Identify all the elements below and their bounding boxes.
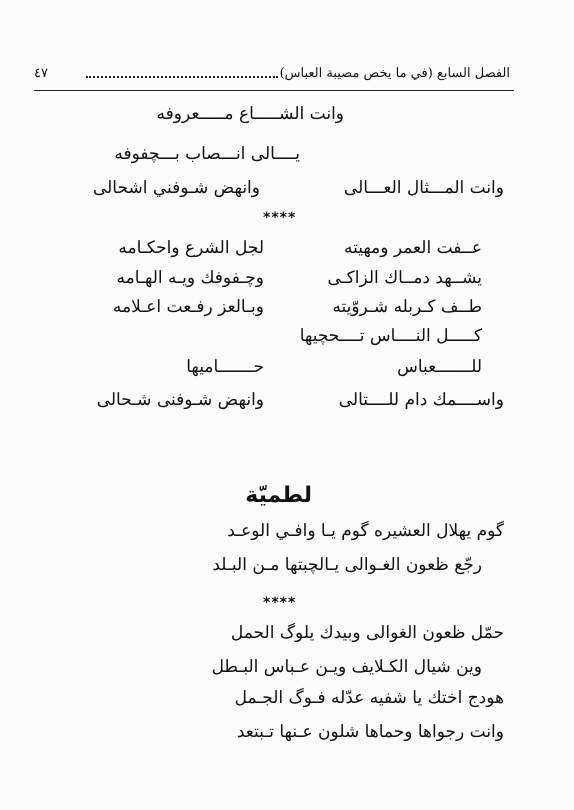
section-separator: **** [263, 595, 297, 611]
couplet-first: للـــــــعباس [397, 357, 482, 377]
couplet-second: حـــــــاميها [186, 357, 264, 377]
poem-line: هودج اختك يا شفيه عدّله فـوگ الجـمل [234, 688, 504, 708]
page-number: ٤٧ [34, 66, 48, 81]
couplet-second: وانهض شـوفنى شـحالى [96, 390, 264, 410]
couplet-second: لجل الشرع واحكـامه [118, 238, 264, 258]
poem-line: وانت الشـــــاع مـــــعروفه [156, 104, 344, 124]
poem-line: وانهض شـوفني اشحالى [92, 178, 260, 198]
running-header [34, 66, 510, 88]
chapter-title: الفصل السابع (في ما يخص مصيبة العباس) [279, 66, 510, 81]
poem-line: وانت المـــثال العـــالى [343, 178, 504, 198]
leader-dots [86, 76, 278, 78]
poem-line: وانت رجواها وحماها شلون عـنها تـبتعد [236, 722, 504, 742]
header-rule [34, 90, 514, 91]
poem-line: وين شيال الكـلايف ويـن عـباس البـطل [211, 657, 482, 677]
couplet-second: وبـالعز رفـعت اعـلامه [112, 297, 264, 317]
couplet-first: واســــمك دام للــــتالى [338, 390, 504, 410]
poem-line: رجّع ظعون الغـوالى يـالچبتها مـن البـلد [212, 555, 482, 575]
couplet-first: عــفت العمر ومهيته [343, 238, 482, 258]
couplet-first: يشــهد دمــاك الزاكـى [327, 268, 482, 288]
couplet-first: طــف كـربله شـروّيته [332, 297, 482, 317]
poem-line: يــــالى انـــصاب بـــچفوفه [114, 144, 300, 164]
poem-line: كـــــل النــــاس تــــحچيها [299, 326, 482, 346]
section-separator: **** [263, 210, 297, 226]
section-heading: لطميّة [245, 483, 312, 508]
couplet-second: وچـفوفك ويـه الهـامه [116, 268, 264, 288]
poem-line: گوم يهلال العشيره گوم يـا وافـي الوعـد [227, 521, 504, 541]
poem-line: حمّل ظعون الغوالى وبيدك يلوگ الحمل [230, 623, 504, 643]
